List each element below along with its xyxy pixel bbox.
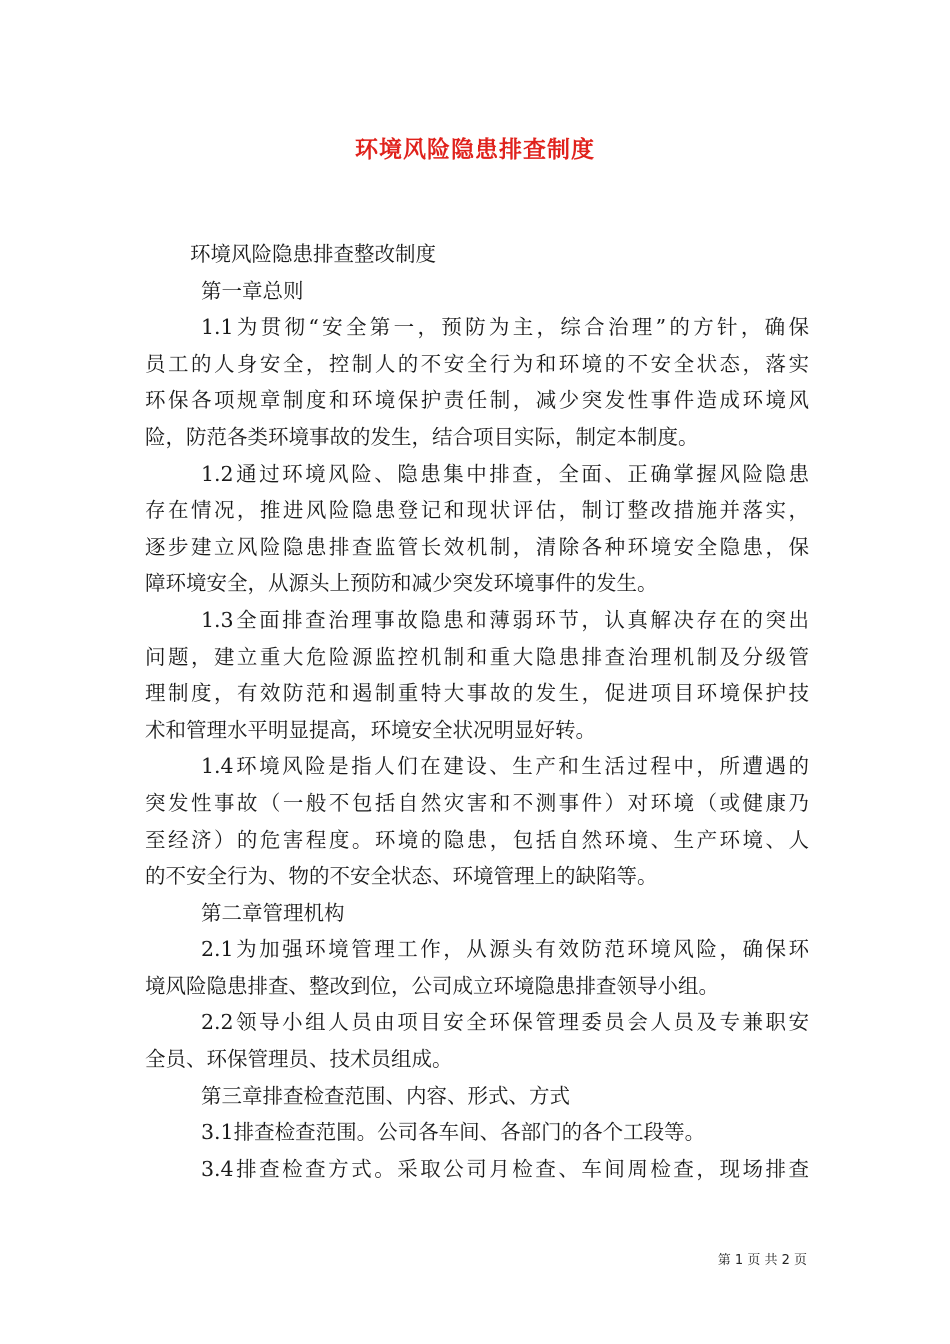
paragraph-line: 突发性事故（一般不包括自然灾害和不测事件）对环境（或健康乃 — [145, 790, 809, 815]
paragraph-line: 存在情况，推进风险隐患登记和现状评估，制订整改措施并落实， — [145, 498, 809, 523]
paragraph-line: 逐步建立风险隐患排查监管长效机制，清除各种环境安全隐患，保 — [145, 534, 809, 559]
paragraph-line: 3.1排查检查范围。公司各车间、各部门的各个工段等。 — [201, 1120, 706, 1145]
paragraph-line: 3.4排查检查方式。采取公司月检查、车间周检查，现场排查 — [201, 1156, 809, 1181]
paragraph-line: 险，防范各类环境事故的发生，结合项目实际，制定本制度。 — [145, 424, 699, 449]
paragraph-line: 1.2通过环境风险、隐患集中排查，全面、正确掌握风险隐患 — [201, 461, 809, 486]
page-number-footer: 第 1 页 共 2 页 — [717, 1253, 807, 1268]
paragraph-line: 问题，建立重大危险源监控机制和重大隐患排查治理机制及分级管 — [145, 644, 809, 669]
paragraph-line: 全员、环保管理员、技术员组成。 — [145, 1047, 453, 1072]
document-title: 环境风险隐患排查制度 — [355, 136, 595, 163]
paragraph-line: 至经济）的危害程度。环境的隐患，包括自然环境、生产环境、人 — [145, 827, 809, 852]
subtitle-line: 环境风险隐患排查整改制度 — [190, 242, 436, 266]
paragraph-line: 2.1为加强环境管理工作，从源头有效防范环境风险，确保环 — [201, 937, 809, 962]
paragraph-line: 术和管理水平明显提高，环境安全状况明显好转。 — [145, 717, 596, 742]
chapter-heading: 第三章排查检查范围、内容、形式、方式 — [201, 1083, 570, 1108]
chapter-heading: 第二章管理机构 — [201, 900, 345, 925]
paragraph-line: 境风险隐患排查、整改到位，公司成立环境隐患排查领导小组。 — [145, 973, 719, 998]
paragraph-line: 理制度，有效防范和遏制重特大事故的发生，促进项目环境保护技 — [145, 681, 809, 706]
paragraph-line: 1.4环境风险是指人们在建设、生产和生活过程中，所遭遇的 — [201, 754, 809, 779]
paragraph-line: 的不安全行为、物的不安全状态、环境管理上的缺陷等。 — [145, 864, 658, 889]
document-body — [145, 236, 809, 1187]
chapter-heading: 第一章总则 — [201, 278, 304, 303]
paragraph-line: 环保各项规章制度和环境保护责任制，减少突发性事件造成环境风 — [145, 388, 809, 413]
paragraph-line: 员工的人身安全，控制人的不安全行为和环境的不安全状态，落实 — [145, 351, 809, 376]
paragraph-line: 障环境安全，从源头上预防和减少突发环境事件的发生。 — [145, 571, 658, 596]
paragraph-line: 2.2领导小组人员由项目安全环保管理委员会人员及专兼职安 — [201, 1010, 809, 1035]
paragraph-line: 1.1为贯彻“安全第一，预防为主，综合治理”的方针，确保 — [201, 315, 809, 340]
paragraph-line: 1.3全面排查治理事故隐患和薄弱环节，认真解决存在的突出 — [201, 607, 809, 632]
